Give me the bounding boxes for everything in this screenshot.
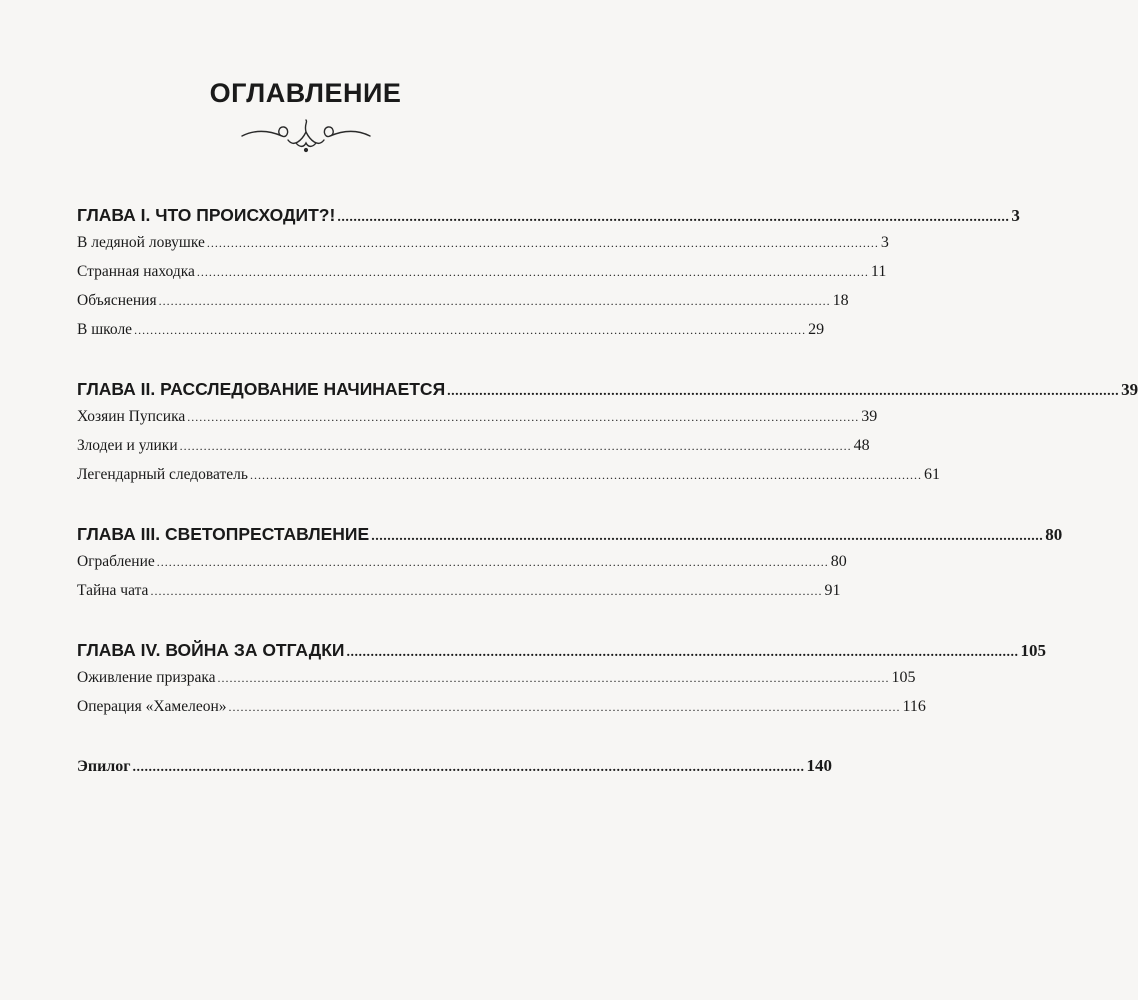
dot-leader: ........................................................................................................................................................................ [158,294,831,308]
entry-title: Хозяин Пупсика [77,408,186,425]
entry-title: В школе [77,321,133,338]
entry-title: Ограбление [77,553,155,570]
entry-title: Оживление призрака [77,669,216,686]
epilogue-section [77,756,833,785]
page-number: 48 [853,437,870,454]
page-number: 80 [1045,525,1063,544]
page-number: 11 [870,263,887,280]
entry-title: Легендарный следователь [77,466,248,483]
chapter-heading[interactable] [77,379,1138,408]
chapter-title: ГЛАВА II. РАССЛЕДОВАНИЕ НАЧИНАЕТСЯ [77,379,446,399]
entry-title: Тайна чата [77,582,149,599]
chapter-section [77,524,1063,611]
toc-entry[interactable] [77,234,889,263]
toc-entry[interactable] [77,292,849,321]
dot-leader: ........................................................................................................................................................................ [228,700,901,714]
entry-title: Странная находка [77,263,195,280]
chapter-title: ГЛАВА IV. ВОЙНА ЗА ОТГАДКИ [77,640,345,660]
chapter-heading[interactable] [77,205,1020,234]
dot-leader: ........................................................................................................................................................................ [187,410,860,424]
page-number: 140 [806,756,833,775]
page-number: 80 [830,553,847,570]
dot-leader: ........................................................................................................................................................................ [206,236,879,250]
entry-title: Операция «Хамелеон» [77,698,227,715]
page-number: 18 [832,292,849,309]
dot-leader: ........................................................................................................................................................................ [134,323,807,337]
dot-leader: ........................................................................................................................................................................ [346,645,1019,660]
page-number: 61 [923,466,940,483]
page-number: 39 [1121,380,1138,399]
epilogue-title: Эпилог [77,758,131,775]
dot-leader: ........................................................................................................................................................................ [447,384,1120,399]
dot-leader: ........................................................................................................................................................................ [249,468,922,482]
toc-entry[interactable] [77,553,847,582]
toc-entry[interactable] [77,321,825,350]
toc-entry[interactable] [77,698,926,727]
chapter-heading[interactable] [77,524,1063,553]
page-number: 116 [902,698,926,715]
chapter-section [77,205,1020,350]
page-number: 105 [1020,641,1046,660]
dot-leader: ........................................................................................................................................................................ [371,529,1044,544]
dot-leader: ........................................................................................................................................................................ [337,210,1010,225]
toc-entry[interactable] [77,408,878,437]
toc-entry[interactable] [77,263,887,292]
table-of-contents [77,205,1138,814]
page-number: 91 [824,582,841,599]
chapter-heading[interactable] [77,640,1046,669]
entry-title: В ледяной ловушке [77,234,205,251]
ornament-flourish-icon [238,118,374,154]
page-number: 3 [1011,206,1020,225]
page-title: ОГЛАВЛЕНИЕ [209,78,402,108]
dot-leader: ........................................................................................................................................................................ [156,555,829,569]
dot-leader: ........................................................................................................................................................................ [150,584,823,598]
entry-title: Объяснения [77,292,157,309]
entry-title: Злодеи и улики [77,437,178,454]
toc-entry[interactable] [77,437,870,466]
epilogue-entry[interactable] [77,756,833,785]
chapter-title: ГЛАВА III. СВЕТОПРЕСТАВЛЕНИЕ [77,524,370,544]
chapter-title: ГЛАВА I. ЧТО ПРОИСХОДИТ?! [77,205,336,225]
page-number: 39 [861,408,878,425]
page-number: 105 [891,669,916,686]
chapter-section [77,379,1138,495]
page-number: 3 [880,234,889,251]
toc-entry[interactable] [77,669,916,698]
toc-entry[interactable] [77,466,940,495]
page-number: 29 [808,321,825,338]
chapter-section [77,640,1046,727]
dot-leader: ........................................................................................................................................................................ [132,760,805,775]
dot-leader: ........................................................................................................................................................................ [179,439,852,453]
toc-entry[interactable] [77,582,841,611]
dot-leader: ........................................................................................................................................................................ [196,265,869,279]
dot-leader: ........................................................................................................................................................................ [217,671,890,685]
